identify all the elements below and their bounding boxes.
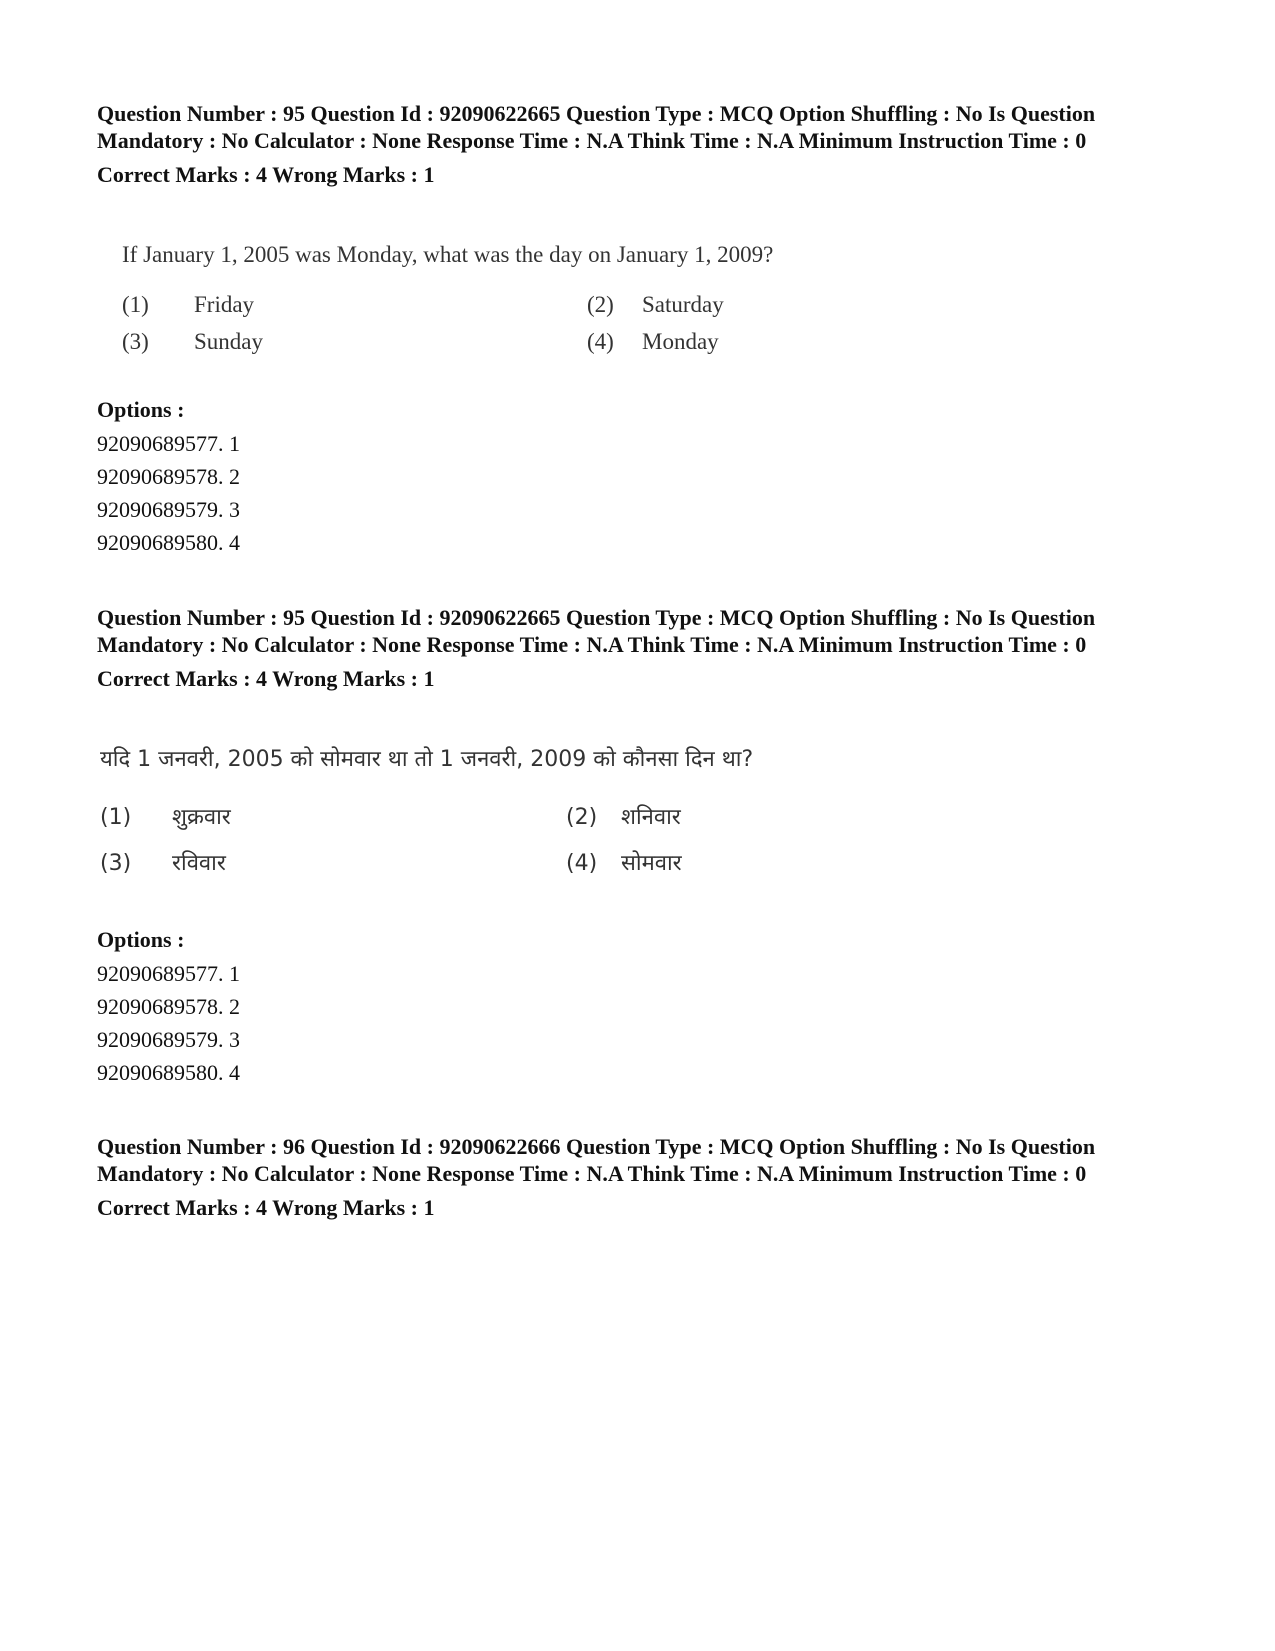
option-line: 92090689578. 2 [97, 464, 240, 489]
choice-4 [566, 849, 682, 879]
question-95-hi-header [97, 604, 1177, 692]
choice-3 [122, 327, 263, 357]
choice-text: शुक्रवार [172, 805, 231, 830]
marks-line: Correct Marks : 4 Wrong Marks : 1 [97, 162, 435, 187]
option-line: 92090689578. 2 [97, 994, 240, 1019]
option-line: 92090689577. 1 [97, 431, 240, 456]
choice-text: शनिवार [621, 805, 681, 830]
choice-text: Saturday [642, 292, 724, 317]
options-title: Options : [97, 927, 185, 952]
choice-2 [566, 803, 681, 833]
choice-text: Monday [642, 329, 719, 354]
choice-text: सोमवार [621, 851, 682, 876]
choice-number: (1) [122, 292, 149, 317]
choice-number: (3) [100, 851, 132, 876]
question-meta: Question Number : 96 Question Id : 92090622666 Question Type : MCQ Option Shuffling : No Is Question Mandatory : No Calculator : None Response Time : N.A Think Time : N.A Minimum Instruction Time : 0 [97, 1134, 1096, 1186]
question-95-hi-image [100, 745, 900, 885]
options-list-95-en [97, 396, 1177, 559]
question-text: यदि 1 जनवरी, 2005 को सोमवार था तो 1 जनवरी, 2009 को कौनसा दिन था? [100, 747, 754, 772]
question-96-header [97, 1133, 1177, 1221]
choice-number: (1) [100, 805, 132, 830]
choice-number: (4) [566, 851, 598, 876]
choice-1 [122, 290, 254, 320]
question-text: If January 1, 2005 was Monday, what was the day on January 1, 2009? [122, 242, 774, 267]
options-list-95-hi [97, 926, 1177, 1089]
question-meta: Question Number : 95 Question Id : 92090622665 Question Type : MCQ Option Shuffling : No Is Question Mandatory : No Calculator : None Response Time : N.A Think Time : N.A Minimum Instruction Time : 0 [97, 101, 1096, 153]
options-title: Options : [97, 397, 185, 422]
choice-number: (2) [566, 805, 598, 830]
choice-2 [587, 290, 724, 320]
choice-number: (3) [122, 329, 149, 354]
choice-text: रविवार [172, 851, 226, 876]
question-95-en-image [122, 240, 922, 365]
option-line: 92090689580. 4 [97, 1060, 240, 1085]
option-line: 92090689577. 1 [97, 961, 240, 986]
choice-number: (2) [587, 292, 614, 317]
choice-4 [587, 327, 719, 357]
marks-line: Correct Marks : 4 Wrong Marks : 1 [97, 1195, 435, 1220]
option-line: 92090689580. 4 [97, 530, 240, 555]
option-line: 92090689579. 3 [97, 497, 240, 522]
choice-3 [100, 849, 226, 879]
choice-1 [100, 803, 231, 833]
choice-text: Sunday [194, 329, 263, 354]
question-95-en-header [97, 100, 1177, 188]
choice-number: (4) [587, 329, 614, 354]
marks-line: Correct Marks : 4 Wrong Marks : 1 [97, 666, 435, 691]
question-meta: Question Number : 95 Question Id : 92090622665 Question Type : MCQ Option Shuffling : No Is Question Mandatory : No Calculator : None Response Time : N.A Think Time : N.A Minimum Instruction Time : 0 [97, 605, 1096, 657]
choice-text: Friday [194, 292, 255, 317]
option-line: 92090689579. 3 [97, 1027, 240, 1052]
